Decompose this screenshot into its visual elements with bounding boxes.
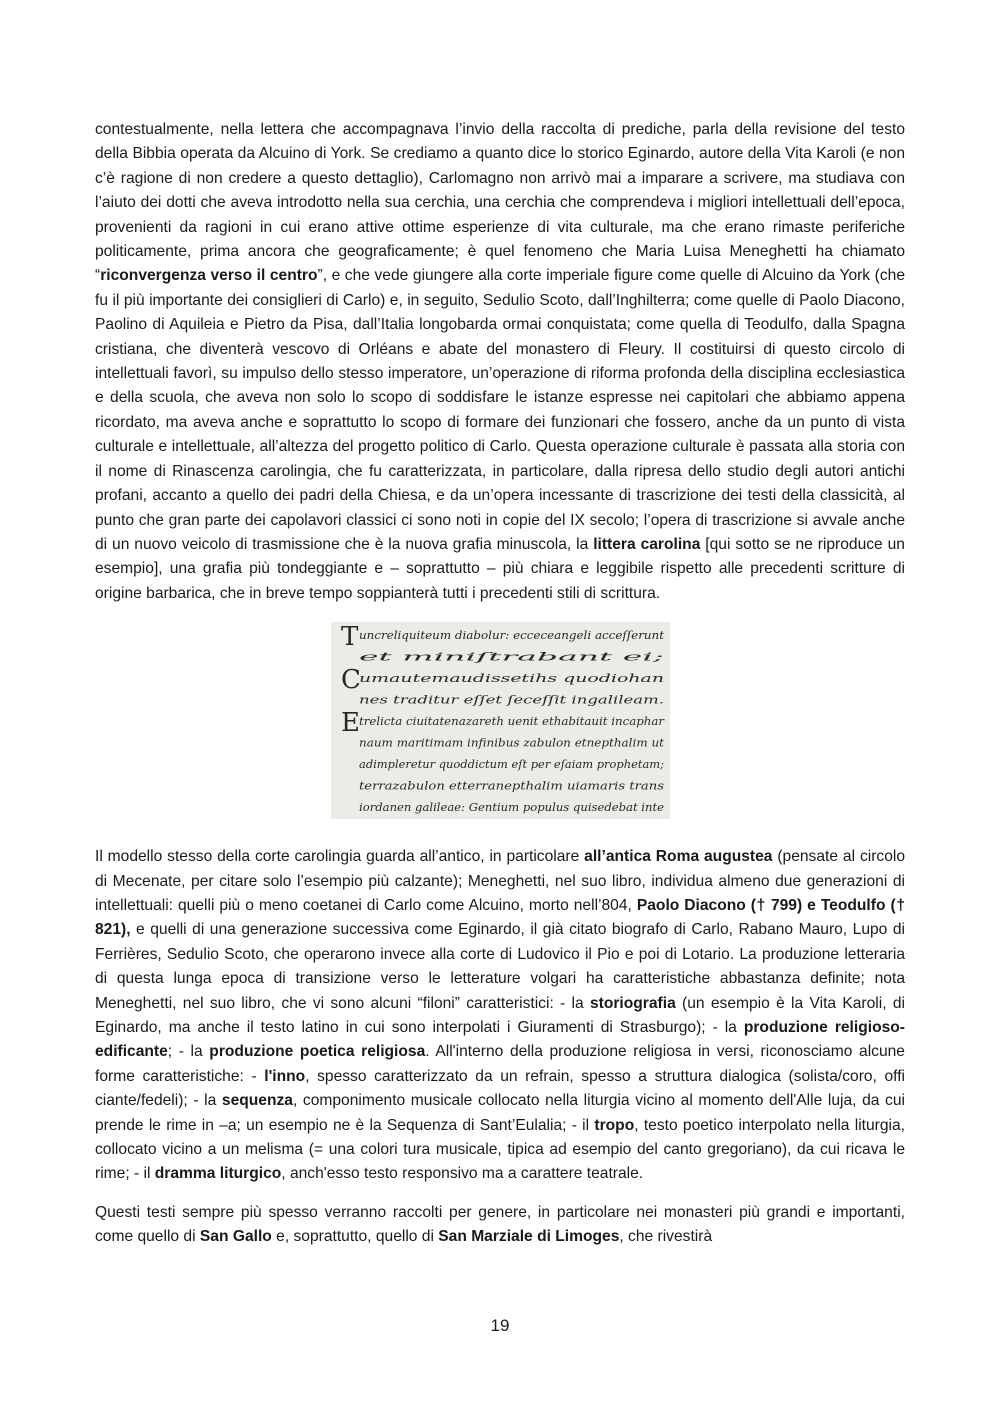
manuscript-image bbox=[331, 622, 670, 819]
manuscript-line: trelicta ciuitatenazareth uenit ethabitauit incaphar bbox=[358, 715, 665, 729]
manuscript-initial: C bbox=[340, 665, 361, 696]
bold-term: riconvergenza verso il centro bbox=[100, 267, 318, 285]
paragraph-3 bbox=[95, 1201, 905, 1250]
text-run: , spesso caratterizzato da un refrain, spesso a struttura dialogica (solista/coro, offi ciante/fedeli); - la bbox=[95, 1067, 905, 1110]
bold-term: l'inno bbox=[264, 1067, 306, 1085]
bold-term: produzione religioso-edificante bbox=[95, 1018, 905, 1061]
text-run: , componimento musicale collocato nella liturgia vicino al momento dell'Alle luja, da cui prende le rime in –a; un esempio ne è la Sequenza di Sant’Eulalia; - il bbox=[95, 1092, 905, 1134]
text-run: , testo poetico interpolato nella liturgia, collocato vicino a un melisma (= una colori tura musicale, tipica ad esempio del canto gregoriano), da cui ricava le rime; - il bbox=[95, 1116, 906, 1183]
text-run: e, soprattutto, quello di bbox=[271, 1228, 439, 1246]
text-run: e quelli di una generazione successiva come Eginardo, il già citato biografo di Carlo, Rabano Mauro, Lupo di Ferrières, Sedulio Scoto, che operarono invece alla corte di Ludovico il Pio e poi di Lotario. La produzione letteraria di questa lunga epoca di transizione verso le letterature volgari ha caratteristiche abbastanza definite; nota Meneghetti, nel suo libro, che vi sono alcuni “filoni” caratteristici: - la bbox=[95, 921, 905, 1012]
carolingian-minuscule-figure bbox=[331, 622, 670, 819]
bold-term: storiografia bbox=[589, 994, 676, 1012]
text-run: (pensate al circolo di Mecenate, per citare solo l’esempio più calzante); Meneghetti, nel suo libro, individua almeno due generazioni di intellettuali: quelli più o meno coetanei di Carlo come Alcuino, morto nell’804, bbox=[95, 848, 905, 914]
bold-term: sequenza bbox=[221, 1092, 293, 1110]
bold-term: tropo bbox=[594, 1116, 635, 1134]
manuscript-line: adimpleretur quoddictum eſt per eſaiam prophetam; bbox=[358, 758, 664, 772]
manuscript-line: uncreliquiteum diabolur: ecceceangeli acceſſerunt bbox=[358, 629, 665, 643]
text-run: contestualmente, nella lettera che accompagnava l’invio della raccolta di prediche, parla della revisione del testo della Bibbia operata da Alcuino di York. Se crediamo a quanto dice lo storico Eginardo, autore della Vita Karoli (e non c’è ragione di non credere a questo dettaglio), Carlomagno non arrivò mai a imparare a scrivere, ma studiava con l’aiuto dei dotti che aveva introdotto nella sua cerchia, una cerchia che comprendeva i migliori intellettuali dell’epoca, provenienti da ragioni in cui erano attive ottime esperienze di vita culturale, ma che erano rimaste periferiche politicamente, prima ancora che geograficamente; è quel fenomeno che Maria Luisa Meneghetti ha chiamato “ bbox=[95, 121, 905, 285]
bold-term: dramma liturgico bbox=[154, 1165, 282, 1183]
manuscript-line: naum maritimam infinibus zabulon etnepthalim ut bbox=[358, 736, 665, 750]
manuscript-line: umautemaudissetihs quodiohan bbox=[358, 672, 664, 686]
manuscript-initial: T bbox=[340, 622, 358, 653]
text-run: , che rivestirà bbox=[619, 1228, 713, 1246]
bold-term: all’antica Roma augustea bbox=[584, 848, 773, 866]
bold-term: San Marziale di Limoges bbox=[438, 1228, 620, 1246]
manuscript-line: et miniſtrabant ei; bbox=[358, 650, 665, 664]
bold-term: produzione poetica religiosa bbox=[209, 1043, 426, 1061]
paragraph-1 bbox=[95, 118, 905, 606]
text-run: Il modello stesso della corte carolingia guarda all’antico, in particolare bbox=[95, 848, 585, 866]
paragraph-2 bbox=[95, 845, 905, 1187]
text-run: ”, e che vede giungere alla corte imperiale figure come quelle di Alcuino da York (che fu il più importante dei consiglieri di Carlo) e, in seguito, Sedulio Scoto, dall’Inghilterra; come quelle di Paolo Diacono, Paolino di Aquileia e Pietro da Pisa, dall’Italia longobarda ormai conquistata; come quella di Teodulfo, dalla Spagna cristiana, che diventerà vescovo di Orléans e abate del monastero di Fleury. Il costituirsi di questo circolo di intellettuali favorì, su impulso dello stesso imperatore, un’operazione di riforma profonda della disciplina ecclesiastica e della scuola, che aveva non solo lo scopo di soddisfare le istanze espresse nei capitolari che abbiamo appena ricordato, ma aveva anche e soprattutto lo scopo di formare dei funzionari che fossero, anche da un punto di vista culturale e intellettuale, all’altezza del progetto politico di Carlo. Questa operazione culturale è passata alla storia con il nome di Rinascenza carolingia, che fu caratterizzata, in particolare, dalla ripresa dello studio degli autori antichi profani, accanto a quello dei padri della Chiesa, e da un’opera incessante di trascrizione dei testi della classicità, al punto che gran parte dei capolavori classici ci sono noti in copie del IX secolo; l’opera di trascrizione si avvale anche di un nuovo veicolo di trasmissione che è la nuova grafia minuscola, la bbox=[95, 267, 905, 553]
text-run: . All'interno della produzione religiosa in versi, riconosciamo alcune forme caratteristiche: - bbox=[95, 1043, 905, 1085]
manuscript-line: iordanen galileae: Gentium populus quisedebat inte bbox=[358, 801, 665, 815]
manuscript-line: terrazabulon etterranepthalim uiamaris trans bbox=[358, 779, 664, 793]
bold-term: San Gallo bbox=[199, 1228, 272, 1246]
text-run: , anch'esso testo responsivo ma a carattere teatrale. bbox=[281, 1165, 644, 1183]
text-run: ; - la bbox=[167, 1043, 210, 1061]
page-number: 19 bbox=[490, 1316, 510, 1335]
text-run: [qui sotto se ne riproduce un esempio], una grafia più tondeggiante e – soprattutto – più chiara e leggibile rispetto alle precedenti scritture di origine barbarica, che in breve tempo soppianterà tutti i precedenti stili di scrittura. bbox=[95, 535, 905, 602]
text-run: Questi testi sempre più spesso verranno raccolti per genere, in particolare nei monasteri più grandi e importanti, come quello di bbox=[95, 1203, 905, 1246]
manuscript-initial: E bbox=[340, 708, 360, 739]
bold-term: Paolo Diacono († 799) e Teodulfo († 821), bbox=[95, 896, 905, 939]
text-run: (un esempio è la Vita Karoli, di Eginardo, ma anche il testo latino in cui sono interpolati i Giuramenti di Strasburgo); - la bbox=[95, 994, 905, 1036]
document-page bbox=[95, 118, 905, 1250]
manuscript-line: nes traditur eſſet ſeceſſit ingalileam. bbox=[358, 693, 664, 707]
bold-term: littera carolina bbox=[593, 535, 701, 553]
